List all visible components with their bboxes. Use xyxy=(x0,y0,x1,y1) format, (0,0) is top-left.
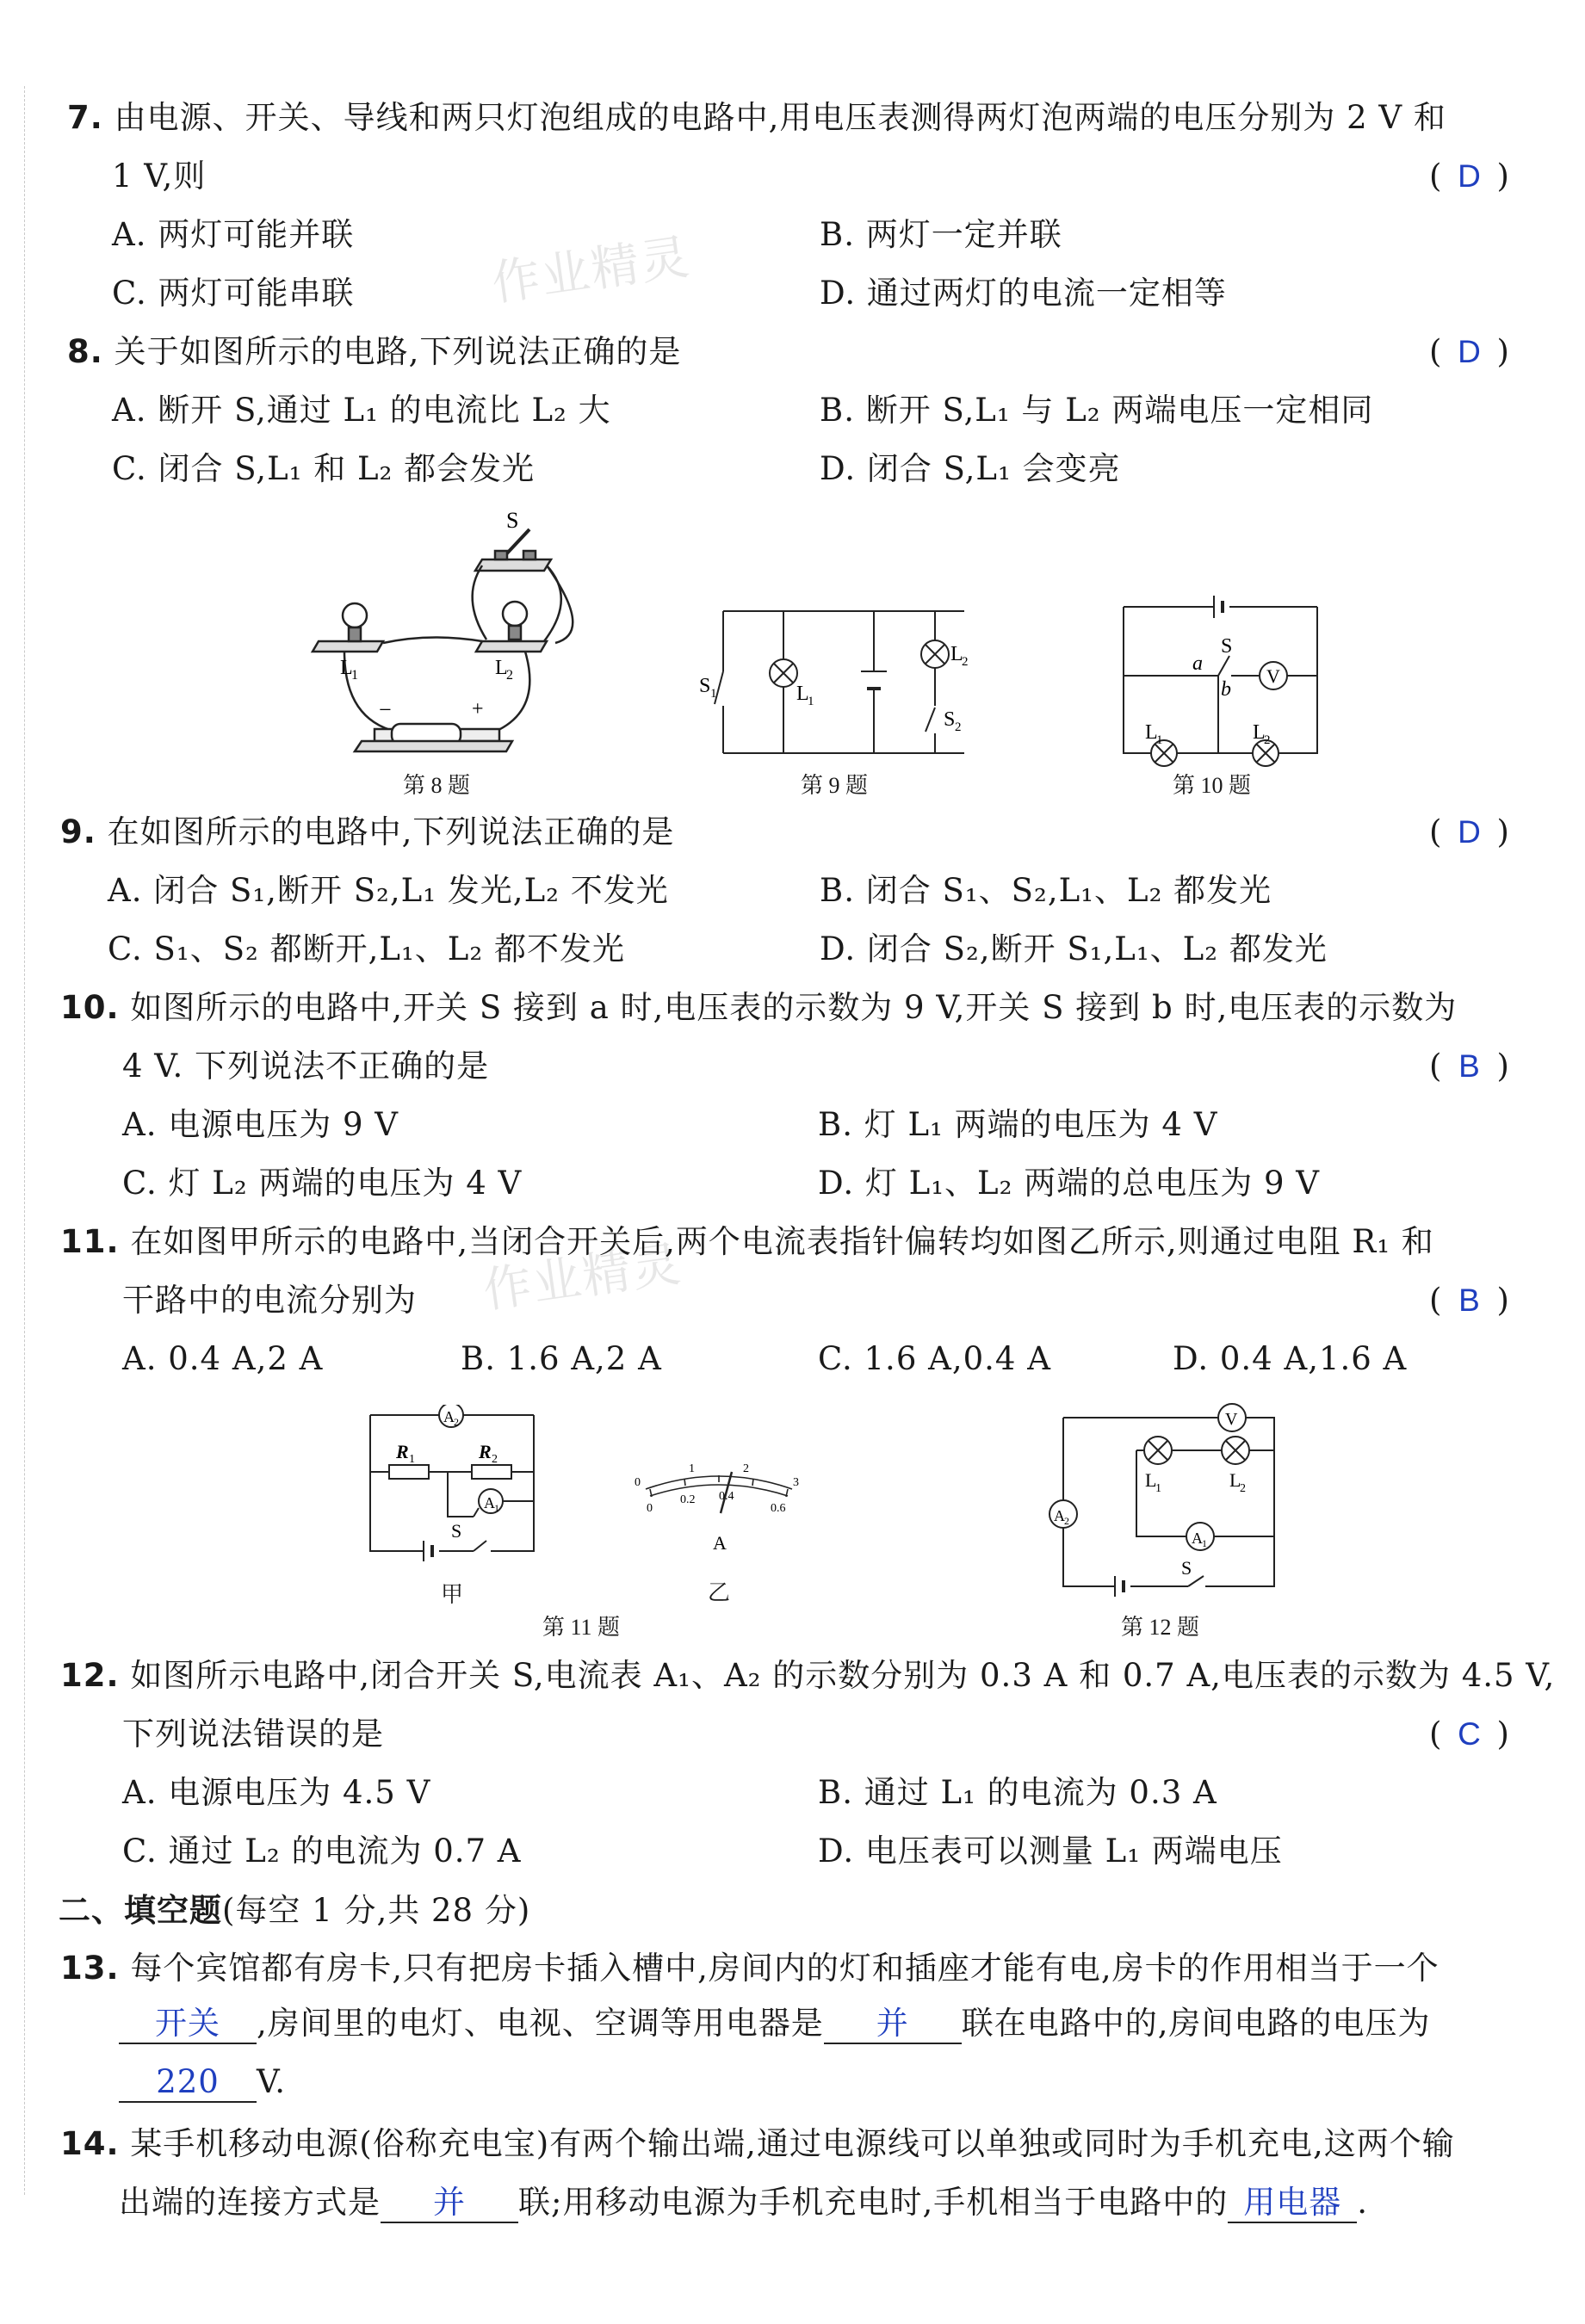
option-c: C. S₁、S₂ 都断开,L₁、L₂ 都不发光 xyxy=(108,930,625,967)
svg-text:L: L xyxy=(1145,721,1158,744)
svg-text:0: 0 xyxy=(635,1476,641,1489)
answer-bracket: ( B ) xyxy=(1429,1279,1509,1322)
option-a: A. 电源电压为 9 V xyxy=(122,1106,399,1143)
question-7-stem xyxy=(67,96,1446,139)
svg-text:L: L xyxy=(340,657,353,679)
svg-text:S: S xyxy=(944,708,956,731)
option-b: B. 两灯一定并联 xyxy=(820,216,1062,253)
svg-text:V: V xyxy=(1225,1410,1238,1429)
svg-text:2: 2 xyxy=(506,668,513,683)
question-text: 如图所示电路中,闭合开关 S,电流表 A₁、A₂ 的示数分别为 0.3 A 和 0.7 A,电压表的示数为 4.5 V, xyxy=(130,1657,1556,1694)
answer-letter: B xyxy=(1458,1283,1480,1318)
page-margin-line xyxy=(24,86,25,2195)
figure-11-yi-label: 乙 xyxy=(708,1580,731,1605)
answer-letter: D xyxy=(1458,334,1481,369)
section-2-heading xyxy=(59,1888,530,1932)
svg-text:A: A xyxy=(1192,1530,1203,1547)
svg-text:1: 1 xyxy=(710,687,717,701)
svg-text:2: 2 xyxy=(962,655,969,669)
section-title: 二、填空题 xyxy=(59,1891,222,1929)
question-text: 每个宾馆都有房卡,只有把房卡插入槽中,房间内的灯和插座才能有电,房卡的作用相当于一个 xyxy=(130,1950,1440,1987)
svg-text:2: 2 xyxy=(454,1416,459,1428)
svg-text:2: 2 xyxy=(1064,1515,1069,1527)
answer-blank: 并 xyxy=(381,2184,518,2223)
svg-text:0.4: 0.4 xyxy=(719,1490,734,1503)
figure-9-caption: 第 9 题 xyxy=(801,773,869,798)
question-text: V. xyxy=(257,2063,287,2100)
option-a: A. 电源电压为 4.5 V xyxy=(122,1774,431,1811)
option-a: A. 断开 S,通过 L₁ 的电流比 L₂ 大 xyxy=(112,392,611,429)
option-b: B. 灯 L₁ 两端的电压为 4 V xyxy=(818,1106,1218,1143)
option-b: B. 通过 L₁ 的电流为 0.3 A xyxy=(818,1774,1217,1811)
option-d: D. 闭合 S₂,断开 S₁,L₁、L₂ 都发光 xyxy=(820,930,1328,967)
option-d: D. 0.4 A,1.6 A xyxy=(1173,1340,1408,1377)
question-text: 某手机移动电源(俗称充电宝)有两个输出端,通过电源线可以单独或同时为手机充电,这两个输 xyxy=(130,2125,1455,2162)
figure-11-yi-ammeter xyxy=(633,1455,805,1558)
svg-text:A: A xyxy=(443,1408,455,1425)
question-12-stem-line2: 下列说法错误的是 xyxy=(122,1715,384,1752)
question-11-stem-line2: 干路中的电流分别为 xyxy=(122,1282,417,1319)
figure-12-caption: 第 12 题 xyxy=(1121,1615,1200,1640)
question-13-stem xyxy=(60,1947,1440,1990)
answer-letter: C xyxy=(1458,1716,1481,1752)
answer-blank: 开关 xyxy=(119,2005,257,2044)
svg-text:S: S xyxy=(1181,1557,1192,1579)
question-text: 关于如图所示的电路,下列说法正确的是 xyxy=(114,333,682,370)
question-text: . xyxy=(1357,2184,1368,2221)
svg-text:b: b xyxy=(1221,678,1231,701)
question-number: 11. xyxy=(60,1223,120,1260)
question-text: 联;用移动电源为手机充电时,手机相当于电路中的 xyxy=(518,2184,1229,2221)
svg-text:a: a xyxy=(1192,652,1203,675)
option-b: B. 闭合 S₁、S₂,L₁、L₂ 都发光 xyxy=(820,872,1272,909)
answer-letter: B xyxy=(1458,1048,1480,1084)
question-number: 7. xyxy=(67,99,103,136)
svg-text:1: 1 xyxy=(1202,1537,1207,1549)
answer-bracket: ( D ) xyxy=(1429,331,1509,374)
option-a: A. 两灯可能并联 xyxy=(112,216,355,253)
answer-blank: 用电器 xyxy=(1228,2184,1357,2223)
svg-text:−: − xyxy=(379,697,392,722)
svg-text:2: 2 xyxy=(492,1453,498,1466)
svg-text:1: 1 xyxy=(1156,733,1163,747)
svg-text:1: 1 xyxy=(351,668,358,683)
question-number: 13. xyxy=(60,1950,120,1987)
question-13-line3 xyxy=(119,2061,286,2104)
svg-text:1: 1 xyxy=(689,1462,695,1475)
svg-text:A: A xyxy=(484,1494,495,1511)
question-10-stem xyxy=(60,986,1457,1029)
option-c: C. 两灯可能串联 xyxy=(112,275,355,312)
svg-text:L: L xyxy=(495,657,508,679)
answer-letter: D xyxy=(1458,158,1481,194)
option-d: D. 电压表可以测量 L₁ 两端电压 xyxy=(818,1833,1283,1870)
svg-text:R: R xyxy=(396,1441,409,1462)
option-a: A. 闭合 S₁,断开 S₂,L₁ 发光,L₂ 不发光 xyxy=(108,872,669,909)
question-number: 8. xyxy=(67,333,103,370)
svg-text:3: 3 xyxy=(793,1476,799,1489)
svg-text:S: S xyxy=(1221,635,1233,658)
answer-letter: D xyxy=(1458,814,1481,850)
figure-11-jia-circuit xyxy=(362,1405,551,1568)
question-text: 由电源、开关、导线和两只灯泡组成的电路中,用电压表测得两灯泡两端的电压分别为 2 V 和 xyxy=(114,99,1446,136)
question-7-stem-line2: 1 V,则 xyxy=(112,158,207,195)
svg-text:1: 1 xyxy=(1155,1482,1161,1495)
question-10-stem-line2: 4 V. 下列说法不正确的是 xyxy=(122,1048,490,1085)
svg-text:2: 2 xyxy=(955,720,962,734)
svg-text:2: 2 xyxy=(1264,733,1271,747)
question-text: 在如图甲所示的电路中,当闭合开关后,两个电流表指针偏转均如图乙所示,则通过电阻 R₁ 和 xyxy=(130,1223,1434,1260)
svg-text:V: V xyxy=(1266,665,1280,687)
question-text: ,房间里的电灯、电视、空调等用电器是 xyxy=(257,2005,824,2042)
watermark: 作业精灵 xyxy=(480,1236,686,1320)
figure-11-caption: 第 11 题 xyxy=(542,1615,621,1640)
svg-text:+: + xyxy=(472,698,484,720)
option-b: B. 1.6 A,2 A xyxy=(461,1340,662,1377)
svg-text:2: 2 xyxy=(1240,1482,1246,1495)
svg-text:2: 2 xyxy=(743,1462,749,1475)
svg-text:0: 0 xyxy=(647,1502,653,1515)
answer-blank: 220 xyxy=(119,2063,257,2103)
question-number: 12. xyxy=(60,1657,120,1694)
answer-bracket: ( D ) xyxy=(1429,155,1509,198)
svg-text:S: S xyxy=(506,508,519,533)
option-d: D. 通过两灯的电流一定相等 xyxy=(820,275,1227,312)
question-9-stem xyxy=(60,811,674,854)
option-b: B. 断开 S,L₁ 与 L₂ 两端电压一定相同 xyxy=(820,392,1374,429)
svg-text:L: L xyxy=(950,643,963,665)
question-number: 9. xyxy=(60,813,96,850)
figure-11-jia-label: 甲 xyxy=(441,1582,464,1607)
question-number: 14. xyxy=(60,2125,120,2162)
question-text: 如图所示的电路中,开关 S 接到 a 时,电压表的示数为 9 V,开关 S 接到 b 时,电压表的示数为 xyxy=(130,989,1458,1026)
option-c: C. 通过 L₂ 的电流为 0.7 A xyxy=(122,1833,522,1870)
option-d: D. 闭合 S,L₁ 会变亮 xyxy=(820,450,1121,487)
svg-text:S: S xyxy=(451,1520,462,1542)
question-12-stem xyxy=(60,1654,1555,1697)
question-8-stem xyxy=(67,331,681,374)
answer-bracket: ( D ) xyxy=(1429,811,1509,854)
question-text: 在如图所示的电路中,下列说法正确的是 xyxy=(107,813,675,850)
svg-text:0.6: 0.6 xyxy=(771,1502,786,1515)
option-c: C. 闭合 S,L₁ 和 L₂ 都会发光 xyxy=(112,450,536,487)
svg-text:L: L xyxy=(1229,1469,1241,1491)
figure-8-circuit xyxy=(310,504,585,770)
question-11-stem xyxy=(60,1221,1434,1264)
figure-10-circuit xyxy=(1111,594,1326,775)
svg-text:R: R xyxy=(479,1441,492,1462)
option-a: A. 0.4 A,2 A xyxy=(122,1340,324,1377)
svg-text:1: 1 xyxy=(808,695,814,708)
figure-9-circuit xyxy=(697,603,981,766)
svg-text:A: A xyxy=(1054,1507,1065,1524)
section-note: (每空 1 分,共 28 分) xyxy=(222,1892,531,1929)
svg-text:L: L xyxy=(1145,1469,1157,1491)
answer-blank: 并 xyxy=(824,2005,962,2044)
svg-text:S: S xyxy=(699,675,711,697)
question-text: 出端的连接方式是 xyxy=(119,2184,381,2221)
question-14-line2 xyxy=(119,2181,1368,2224)
question-14-stem xyxy=(60,2123,1455,2166)
svg-text:1: 1 xyxy=(409,1453,415,1466)
option-d: D. 灯 L₁、L₂ 两端的总电压为 9 V xyxy=(818,1165,1320,1202)
svg-text:0.2: 0.2 xyxy=(680,1493,696,1506)
svg-text:L: L xyxy=(1253,721,1266,744)
figure-12-circuit xyxy=(1033,1399,1291,1597)
option-c: C. 灯 L₂ 两端的电压为 4 V xyxy=(122,1165,523,1202)
question-13-line2 xyxy=(119,2002,1431,2045)
question-number: 10. xyxy=(60,989,120,1026)
answer-bracket: ( B ) xyxy=(1429,1045,1509,1088)
answer-bracket: ( C ) xyxy=(1429,1713,1509,1756)
option-c: C. 1.6 A,0.4 A xyxy=(818,1340,1051,1377)
question-text: 联在电路中的,房间电路的电压为 xyxy=(961,2005,1431,2042)
svg-text:L: L xyxy=(796,683,809,705)
svg-text:1: 1 xyxy=(494,1502,499,1514)
svg-text:A: A xyxy=(713,1532,727,1554)
figure-10-caption: 第 10 题 xyxy=(1173,773,1252,798)
figure-8-caption: 第 8 题 xyxy=(403,773,471,798)
watermark: 作业精灵 xyxy=(488,229,695,312)
